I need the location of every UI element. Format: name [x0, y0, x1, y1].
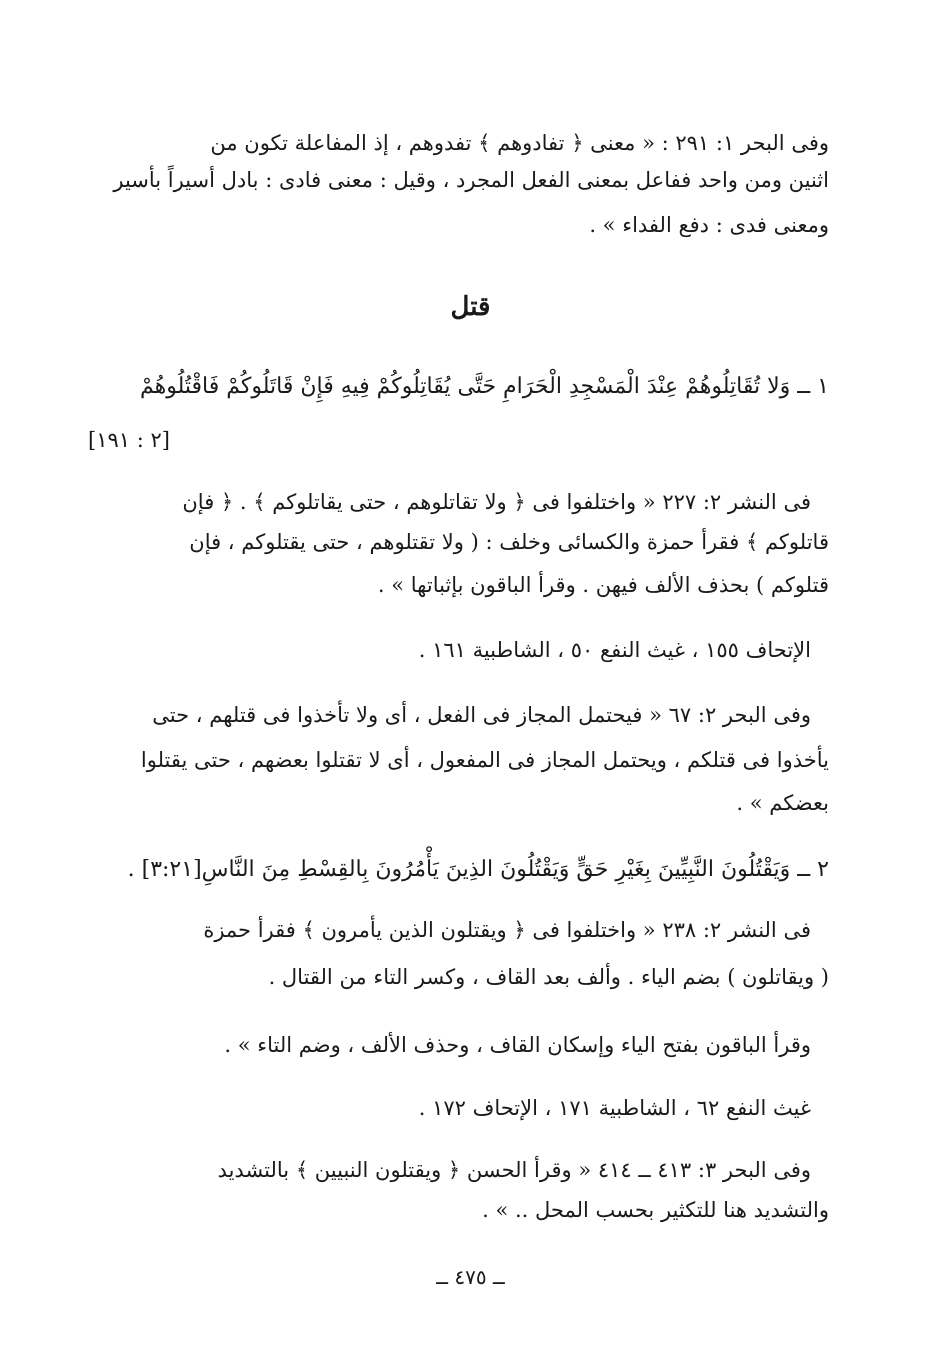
text-line: قاتلوكم ﴾ فقرأ حمزة والكسائى وخلف : ( ولا تقتلوهم ، حتى يقتلوكم ، فإن: [189, 530, 829, 554]
text-line: غيث النفع ٦٢ ، الشاطبية ١٧١ ، الإتحاف ١٧٢ .: [418, 1096, 811, 1120]
text-line: ومعنى فدى : دفع الفداء » .: [589, 213, 829, 237]
text-line: ( ويقاتلون ) بضم الياء . وألف بعد القاف ، وكسر التاء من القتال .: [268, 965, 829, 989]
text-line: فى النشر ٢: ٢٣٨ « واختلفوا فى ﴿ ويقتلون الذين يأمرون ﴾ فقرأ حمزة: [203, 918, 811, 942]
text-line: بعضكم » .: [736, 791, 829, 815]
text-line: والتشديد هنا للتكثير بحسب المحل .. » .: [482, 1198, 829, 1222]
text-line: يأخذوا فى قتلكم ، ويحتمل المجاز فى المفعول ، أى لا تقتلوا بعضهم ، حتى يقتلوا: [140, 748, 829, 772]
text-line: اثنين ومن واحد ففاعل بمعنى الفعل المجرد ، وقيل : معنى فادى : بادل أسيراً بأسير: [113, 168, 829, 192]
quran-verse: ١ ــ وَلا تُقَاتِلُوهُمْ عِنْدَ الْمَسْجِدِ الْحَرَامِ حَتَّى يُقَاتِلُوكُمْ فِيهِ فَإِنْ قَاتَلُوكُمْ فَاقْتُلُوهُمْ: [139, 374, 829, 399]
text-line: وقرأ الباقون بفتح الياء وإسكان القاف ، وحذف الألف ، وضم التاء » .: [224, 1033, 811, 1057]
text-line: وفى البحر ١: ٢٩١ : « معنى ﴿ تفادوهم ﴾ تفدوهم ، إذ المفاعلة تكون من: [210, 131, 829, 155]
verse-reference: [٢ : ١٩١]: [88, 428, 170, 452]
text-line: فى النشر ٢: ٢٢٧ « واختلفوا فى ﴿ ولا تقاتلوهم ، حتى يقاتلوكم ﴾ . ﴿ فإن: [182, 490, 811, 514]
page-number: ــ ٤٧٥ ــ: [436, 1265, 505, 1289]
text-line: الإتحاف ١٥٥ ، غيث النفع ٥٠ ، الشاطبية ١٦١ .: [418, 638, 811, 662]
text-line: قتلوكم ) بحذف الألف فيهن . وقرأ الباقون بإثباتها » .: [377, 573, 829, 597]
quran-verse: ٢ ــ وَيَقْتُلُونَ النَّبِيِّينَ بِغَيْرِ حَقٍّ وَيَقْتُلُونَ الذِينَ يَأْمُرُونَ بِالقِسْطِ مِنَ النَّاسِ[٣:٢١] .: [127, 857, 829, 882]
text-line: وفى البحر ٣: ٤١٣ ــ ٤١٤ « وقرأ الحسن ﴿ ويقتلون النبيين ﴾ بالتشديد: [217, 1158, 811, 1182]
section-heading: قتل: [450, 292, 491, 322]
text-line: وفى البحر ٢: ٦٧ « فيحتمل المجاز فى الفعل ، أى ولا تأخذوا فى قتلهم ، حتى: [152, 703, 811, 727]
